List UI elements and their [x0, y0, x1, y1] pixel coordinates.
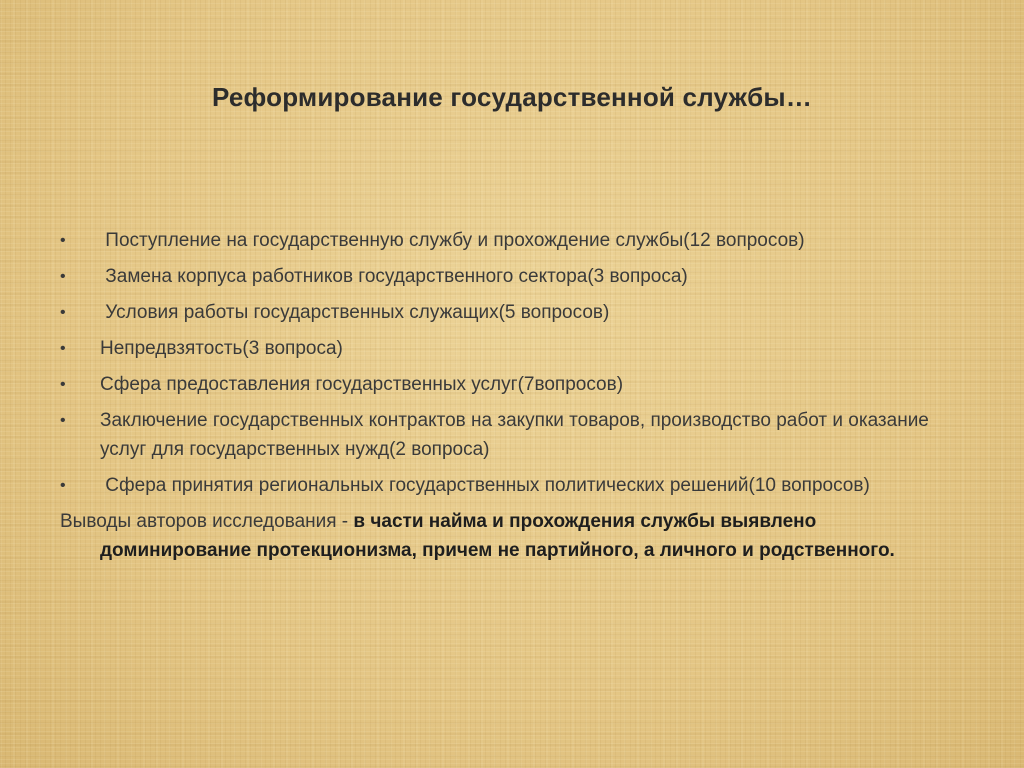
list-item — [60, 370, 960, 399]
bullet-icon: • — [60, 232, 66, 249]
bullet-icon: • — [60, 412, 66, 429]
conclusion-paragraph — [60, 507, 960, 565]
bullet-icon: • — [60, 268, 66, 285]
bullet-text: Замена корпуса работников государственного сектора(3 вопроса) — [100, 266, 688, 287]
bullet-icon: • — [60, 376, 66, 393]
bullet-text: Сфера предоставления государственных услуг(7вопросов) — [100, 374, 624, 395]
bullet-text: Поступление на государственную службу и прохождение службы(12 вопросов) — [100, 230, 805, 251]
bullet-text: Сфера принятия региональных государственных политических решений(10 вопросов) — [100, 475, 870, 496]
bullet-text: Условия работы государственных служащих(5 вопросов) — [100, 302, 610, 323]
list-item — [60, 298, 960, 327]
bullet-text: Заключение государственных контрактов на закупки товаров, производство работ и оказание услуг для государственных нужд(2 вопроса) — [100, 410, 929, 460]
list-item — [60, 406, 960, 464]
list-item — [60, 226, 960, 255]
bullet-icon: • — [60, 340, 66, 357]
bullet-icon: • — [60, 477, 66, 494]
slide-title: Реформирование государственной службы… — [211, 82, 813, 112]
bullet-text: Непредвзятость(3 вопроса) — [100, 338, 343, 359]
list-item — [60, 262, 960, 291]
list-item — [60, 334, 960, 363]
bullet-list — [60, 226, 960, 500]
bullet-icon: • — [60, 304, 66, 321]
list-item — [60, 471, 960, 500]
conclusion-emphasis: в части найма и прохождения службы выявлено доминирование протекционизма, причем не партийного, а личного и родственного. — [100, 511, 895, 561]
slide-body — [60, 226, 960, 565]
conclusion-intro: Выводы авторов исследования - — [60, 511, 354, 532]
